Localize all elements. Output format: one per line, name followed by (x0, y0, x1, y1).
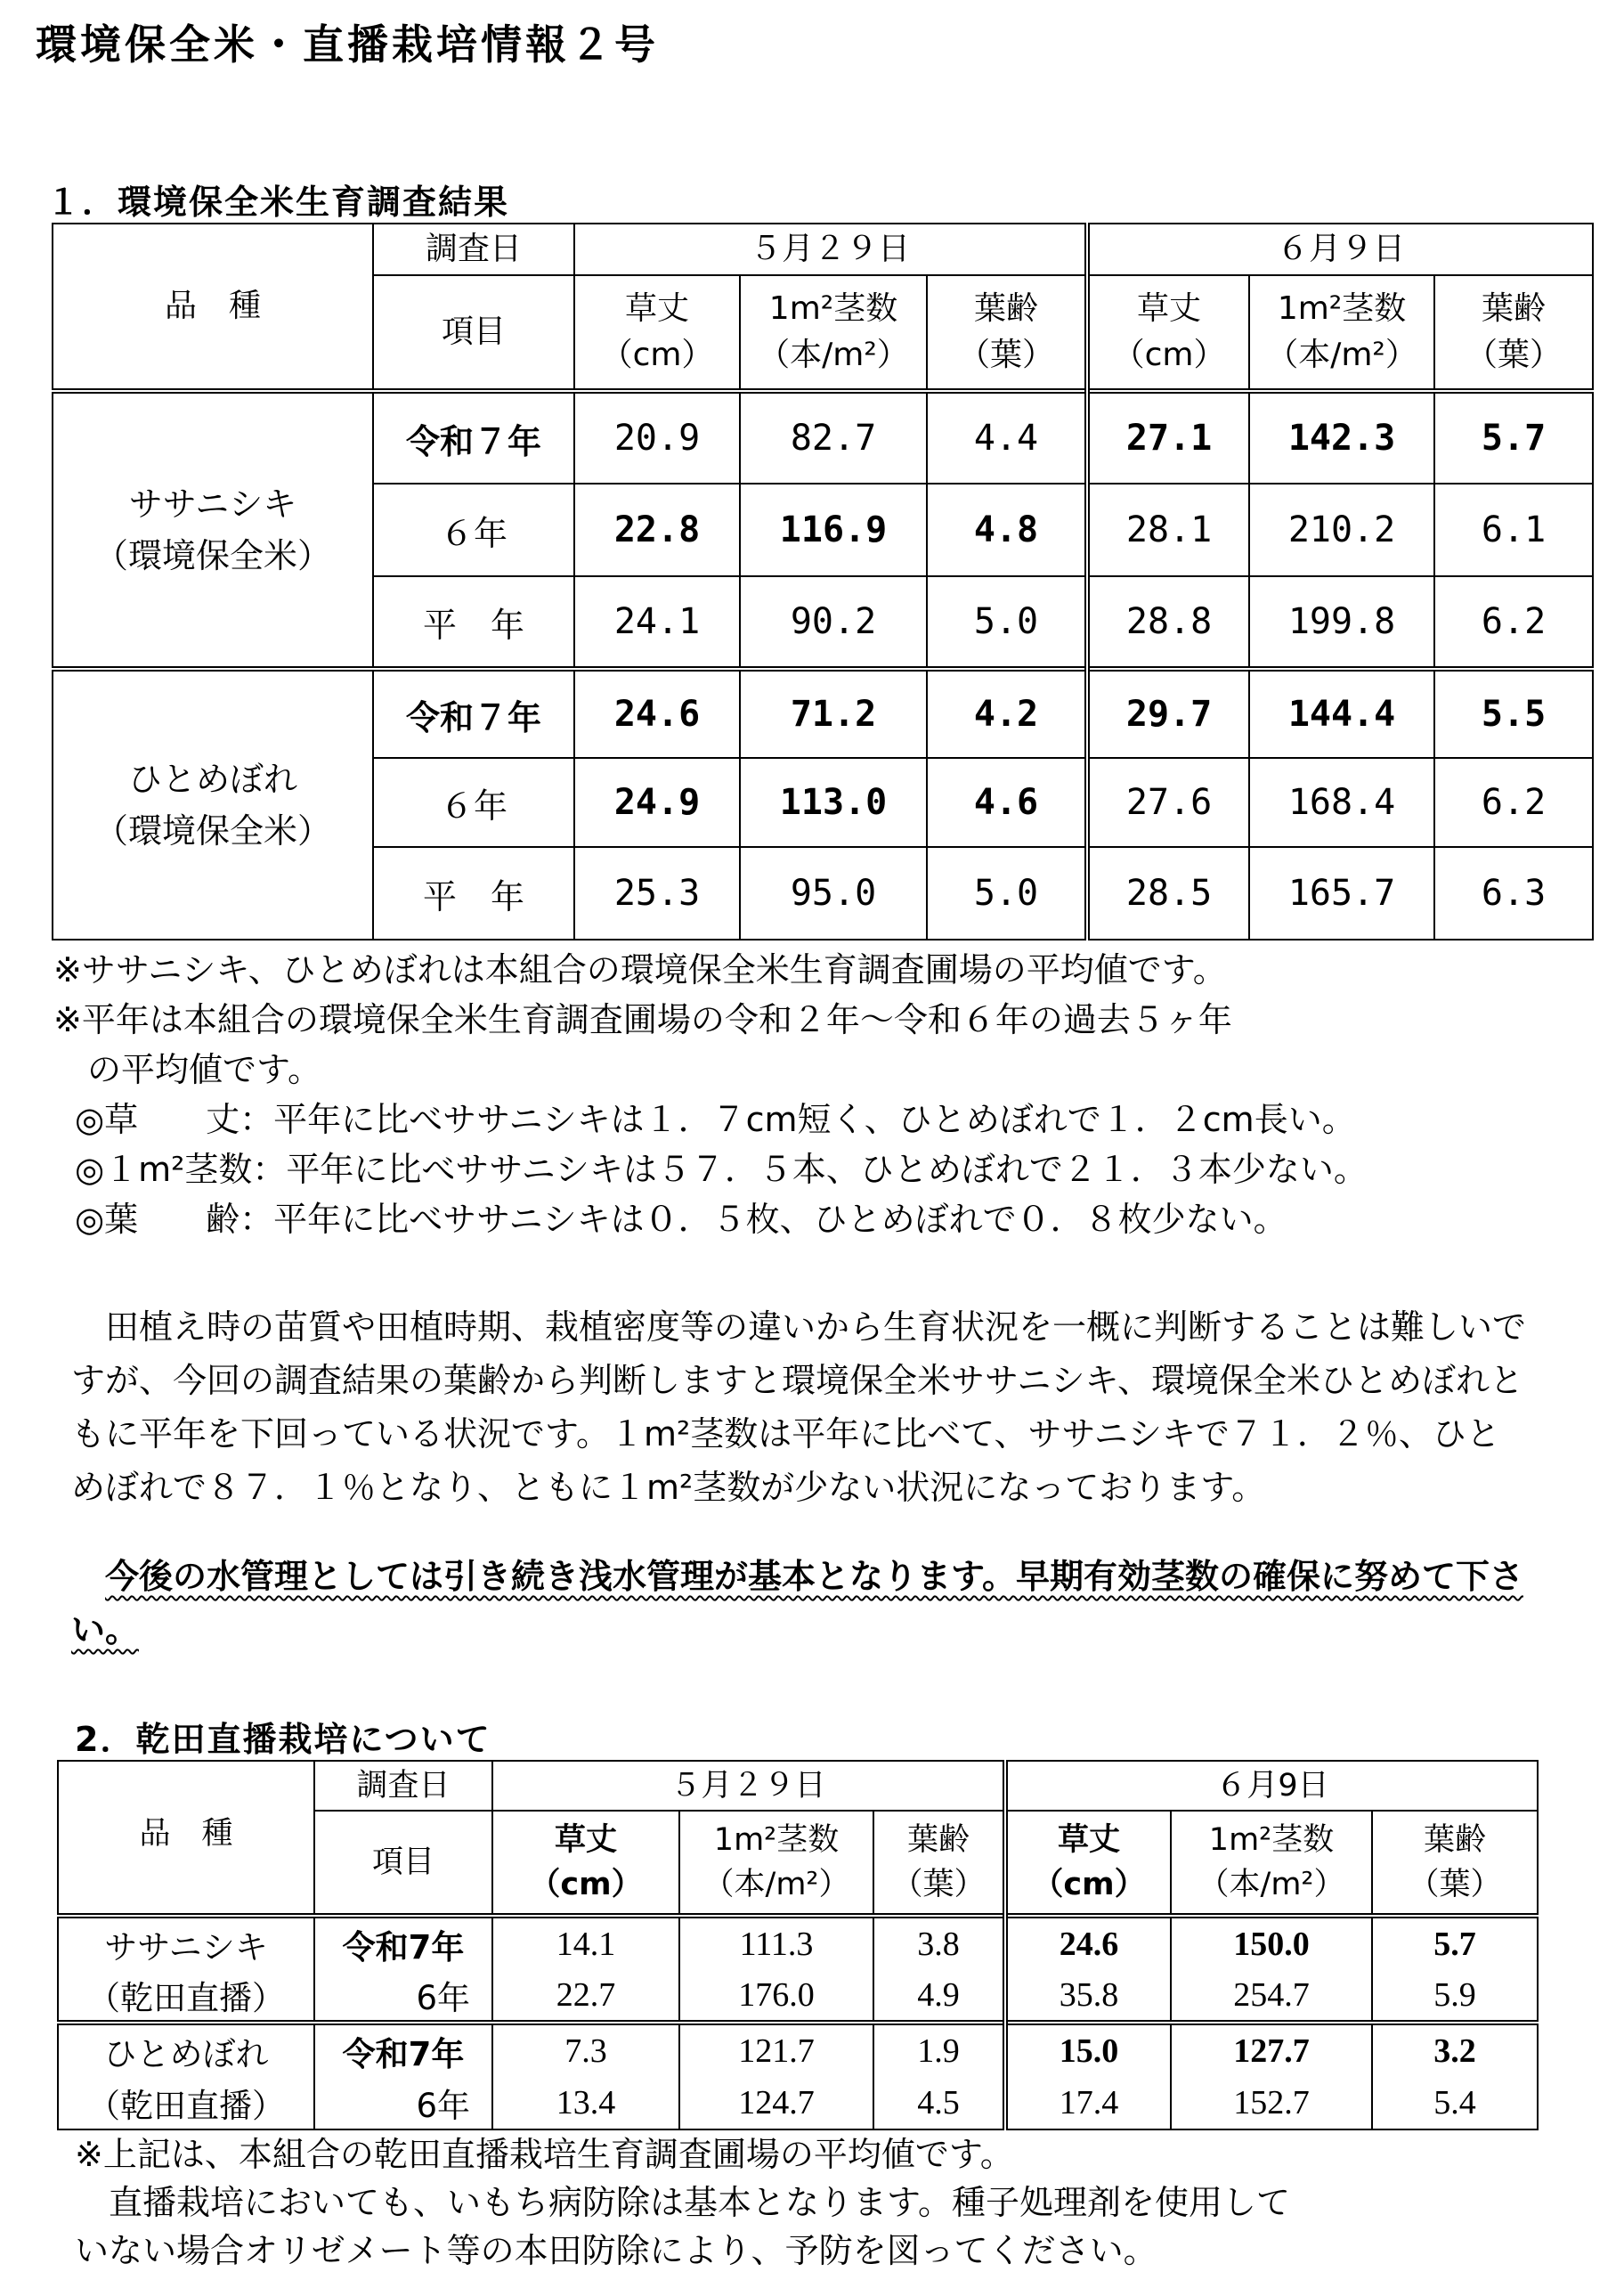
col-header: 1m²茎数 （本/m²） (1171, 1811, 1372, 1916)
col-header: 葉齢 （葉） (873, 1811, 1005, 1916)
note: ※ササニシキ、ひとめぼれは本組合の環境保全米生育調査圃場の平均値です。 (53, 950, 1227, 989)
value-cell: 15.0 (1005, 2023, 1171, 2076)
note: の平均値です。 (53, 1050, 321, 1089)
table-row (58, 2023, 1538, 2076)
value-cell: 25.3 (574, 847, 740, 940)
value-cell: 24.6 (1005, 1916, 1171, 1969)
year-cell: 6年 (314, 1969, 492, 2023)
value-cell: 14.1 (492, 1916, 679, 1969)
value-cell: 35.8 (1005, 1969, 1171, 2023)
section2-heading: 2．乾田直播栽培について (75, 1720, 491, 1759)
value-cell: 5.4 (1372, 2076, 1538, 2129)
value-cell: 5.7 (1372, 1916, 1538, 1969)
value-cell: 116.9 (740, 484, 927, 576)
value-cell: 4.2 (927, 669, 1087, 758)
col-header: 草丈 （cm） (574, 275, 740, 391)
year-cell: 平 年 (373, 576, 574, 669)
survey-date-label: 調査日 (373, 224, 574, 275)
note: ※平年は本組合の環境保全米生育調査圃場の令和２年～令和６年の過去５ヶ年 (53, 1000, 1232, 1039)
value-cell: 6.2 (1434, 758, 1593, 847)
value-cell: 24.1 (574, 576, 740, 669)
value-cell: 27.6 (1087, 758, 1249, 847)
value-cell: 144.4 (1249, 669, 1434, 758)
col-header: 1m²茎数 （本/m²） (679, 1811, 873, 1916)
variety-header: 品 種 (53, 224, 373, 391)
variety-cell: ササニシキ (58, 1916, 314, 1969)
value-cell: 22.7 (492, 1969, 679, 2023)
direct-seeding-table (57, 1760, 1539, 2130)
value-cell: 127.7 (1171, 2023, 1372, 2076)
year-cell: 6年 (314, 2076, 492, 2129)
value-cell: 3.2 (1372, 2023, 1538, 2076)
value-cell: 82.7 (740, 391, 927, 484)
value-cell: 113.0 (740, 758, 927, 847)
value-cell: 4.5 (873, 2076, 1005, 2129)
variety-cell: ササニシキ （環境保全米） (53, 391, 373, 669)
value-cell: 121.7 (679, 2023, 873, 2076)
value-cell: 176.0 (679, 1969, 873, 2023)
col-header: 1m²茎数 （本/m²） (740, 275, 927, 391)
date-may29: ５月２９日 (492, 1761, 1005, 1811)
value-cell: 28.5 (1087, 847, 1249, 940)
value-cell: 152.7 (1171, 2076, 1372, 2129)
variety-cell: ひとめぼれ (58, 2023, 314, 2076)
value-cell: 17.4 (1005, 2076, 1171, 2129)
value-cell: 1.9 (873, 2023, 1005, 2076)
table-row (53, 391, 1593, 484)
value-cell: 28.8 (1087, 576, 1249, 669)
year-cell: 令和７年 (373, 391, 574, 484)
section1-heading: １．環境保全米生育調査結果 (46, 183, 510, 222)
table-row (53, 669, 1593, 758)
comparison-line: ◎葉 齢：平年に比べササニシキは０．５枚、ひとめぼれで０．８枚少ない。 (75, 1200, 1287, 1239)
value-cell: 4.4 (927, 391, 1087, 484)
note: ※上記は、本組合の乾田直播栽培生育調査圃場の平均値です。 (75, 2135, 1014, 2174)
value-cell: 168.4 (1249, 758, 1434, 847)
date-jun9: ６月９日 (1087, 224, 1593, 275)
item-label: 項目 (373, 275, 574, 391)
value-cell: 199.8 (1249, 576, 1434, 669)
value-cell: 28.1 (1087, 484, 1249, 576)
comparison-line: ◎草 丈：平年に比べササニシキは１．７cm短く、ひとめぼれで１．２cm長い。 (75, 1100, 1356, 1139)
comparison-line: ◎１m²茎数：平年に比べササニシキは５７．５本、ひとめぼれで２１．３本少ない。 (75, 1150, 1368, 1189)
year-cell: ６年 (373, 484, 574, 576)
value-cell: 5.7 (1434, 391, 1593, 484)
table-row (58, 2076, 1538, 2129)
growth-survey-table (52, 223, 1594, 940)
value-cell: 4.6 (927, 758, 1087, 847)
col-header: 草丈 （cm） (492, 1811, 679, 1916)
value-cell: 22.8 (574, 484, 740, 576)
table-row (58, 1916, 1538, 1969)
value-cell: 95.0 (740, 847, 927, 940)
variety-sub-cell: （乾田直播） (58, 1969, 314, 2023)
date-may29: ５月２９日 (574, 224, 1087, 275)
col-header: 葉齢 （葉） (927, 275, 1087, 391)
variety-cell: ひとめぼれ （環境保全米） (53, 669, 373, 940)
survey-date-label: 調査日 (314, 1761, 492, 1811)
value-cell: 13.4 (492, 2076, 679, 2129)
item-label: 項目 (314, 1811, 492, 1916)
value-cell: 24.9 (574, 758, 740, 847)
year-cell: 令和７年 (373, 669, 574, 758)
year-cell: 平 年 (373, 847, 574, 940)
value-cell: 124.7 (679, 2076, 873, 2129)
value-cell: 165.7 (1249, 847, 1434, 940)
value-cell: 27.1 (1087, 391, 1249, 484)
col-header: 草丈 （cm） (1087, 275, 1249, 391)
col-header: 1m²茎数 （本/m²） (1249, 275, 1434, 391)
variety-header: 品 種 (58, 1761, 314, 1916)
emphasis-paragraph (71, 1550, 1531, 1657)
body-paragraph: 田植え時の苗質や田植時期、栽植密度等の違いから生育状況を一概に判断することは難しいですが、今回の調査結果の葉齢から判断しますと環境保全米ササニシキ、環境保全米ひとめぼれともに平年を下回っている状況です。１m²茎数は平年に比べて、ササニシキで７１．２％、ひとめぼれで８７．１％となり、ともに１m²茎数が少ない状況になっております。 (71, 1307, 1527, 1507)
col-header: 葉齢 （葉） (1372, 1811, 1538, 1916)
value-cell: 5.0 (927, 576, 1087, 669)
value-cell: 210.2 (1249, 484, 1434, 576)
note: 直播栽培においても、いもち病防除は基本となります。種子処理剤を使用して (75, 2183, 1290, 2222)
value-cell: 150.0 (1171, 1916, 1372, 1969)
value-cell: 111.3 (679, 1916, 873, 1969)
value-cell: 254.7 (1171, 1969, 1372, 2023)
value-cell: 7.3 (492, 2023, 679, 2076)
value-cell: 29.7 (1087, 669, 1249, 758)
year-cell: 令和7年 (314, 2023, 492, 2076)
value-cell: 6.2 (1434, 576, 1593, 669)
year-cell: ６年 (373, 758, 574, 847)
table-row (58, 1969, 1538, 2023)
value-cell: 5.5 (1434, 669, 1593, 758)
year-cell: 令和7年 (314, 1916, 492, 1969)
value-cell: 5.9 (1372, 1969, 1538, 2023)
date-jun9: ６月9日 (1005, 1761, 1538, 1811)
note: いない場合オリゼメート等の本田防除により、予防を図ってください。 (75, 2231, 1157, 2270)
variety-sub-cell: （乾田直播） (58, 2076, 314, 2129)
emphasis-text: 今後の水管理としては引き続き浅水管理が基本となります。早期有効茎数の確保に努めて下さい。 (71, 1557, 1523, 1649)
col-header: 葉齢 （葉） (1434, 275, 1593, 391)
value-cell: 90.2 (740, 576, 927, 669)
value-cell: 24.6 (574, 669, 740, 758)
value-cell: 142.3 (1249, 391, 1434, 484)
value-cell: 4.9 (873, 1969, 1005, 2023)
value-cell: 4.8 (927, 484, 1087, 576)
value-cell: 6.3 (1434, 847, 1593, 940)
value-cell: 3.8 (873, 1916, 1005, 1969)
value-cell: 6.1 (1434, 484, 1593, 576)
value-cell: 71.2 (740, 669, 927, 758)
col-header: 草丈 （cm） (1005, 1811, 1171, 1916)
value-cell: 5.0 (927, 847, 1087, 940)
value-cell: 20.9 (574, 391, 740, 484)
page-title: 環境保全米・直播栽培情報２号 (36, 20, 659, 69)
